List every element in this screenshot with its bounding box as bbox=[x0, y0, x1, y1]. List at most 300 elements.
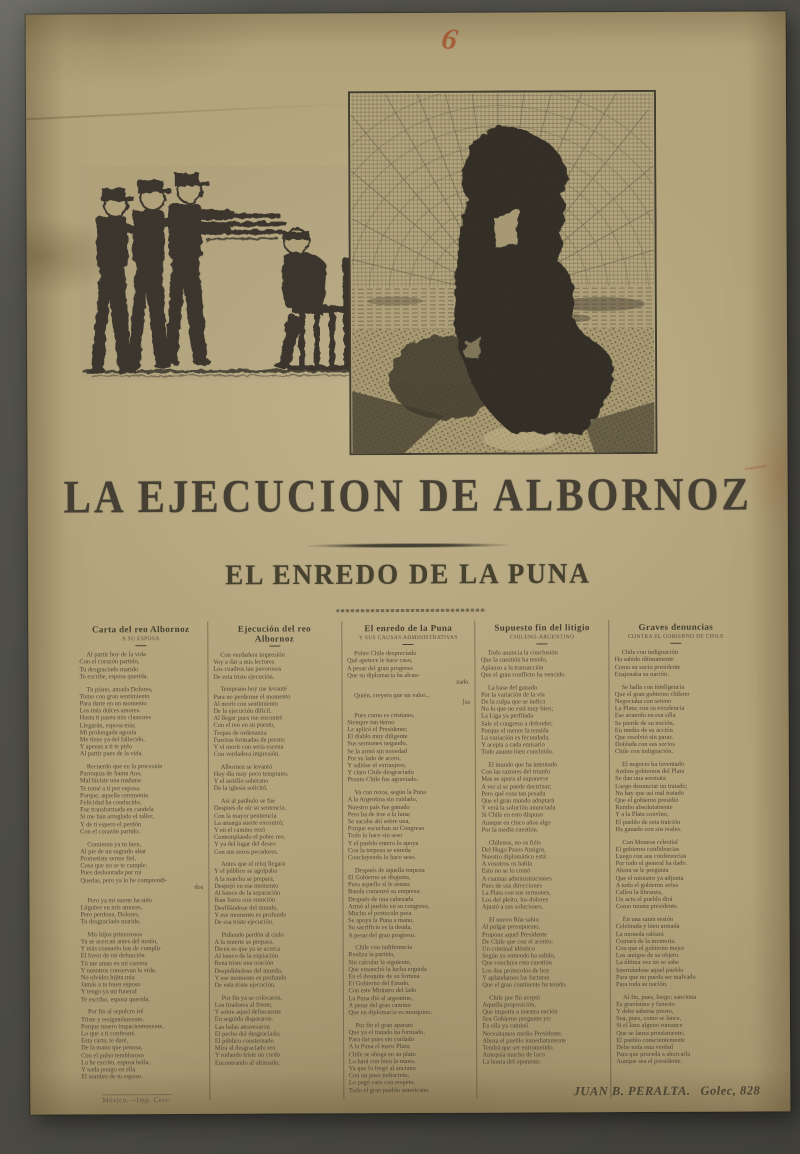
verse-line: Chile con indiferencia bbox=[355, 944, 413, 952]
verse-column bbox=[476, 620, 612, 1099]
verse-line: Que su diplomacia ha alcan- bbox=[347, 671, 420, 680]
verse-line: Chile se ahoga en su plato bbox=[348, 1050, 416, 1058]
verse-line: Se halla con inteligencia bbox=[621, 683, 685, 691]
verse-line: Para toda su nación. bbox=[616, 980, 668, 989]
verse-line: Lo hará con bien la mano, bbox=[348, 1057, 416, 1066]
column-dash-ornament bbox=[537, 644, 548, 645]
verse-line: Se la armó sin novedad bbox=[347, 747, 408, 755]
verse-line: Llegarán, esposa mía; bbox=[79, 721, 136, 729]
verse-line: Debe toda esta verdad bbox=[616, 1043, 673, 1052]
verse-line: Con verdadera impresión bbox=[220, 651, 285, 659]
verse-line: Con Moneos celestial bbox=[622, 838, 678, 846]
verse-line: Es gravísimo y funesto bbox=[616, 1000, 675, 1008]
verse-line: La Plata con sus sermones, bbox=[481, 889, 551, 897]
verse-line: El Gobierno del Estado, bbox=[348, 980, 410, 988]
stanza bbox=[482, 994, 605, 1067]
verse-line: Pero qué cosa tan pesada bbox=[481, 790, 546, 798]
verse-line: Al pie de un sagrado altar bbox=[80, 847, 147, 856]
verse-line: Por la variación de la vía bbox=[480, 691, 545, 699]
verse-line: Que el gran conflicto ha vencido. bbox=[480, 671, 567, 679]
verse-line: Que concluya esta cuestión bbox=[482, 959, 552, 968]
verse-line: Encontrando al ultimado. bbox=[214, 1059, 280, 1067]
verse-line: A la Argentina sin cuidado, bbox=[347, 796, 418, 804]
verse-line: Felicidad ha conducido, bbox=[80, 799, 142, 807]
verse-line: Que en diplomacia es mezquino. bbox=[348, 1008, 433, 1017]
verse-line: Hoy día muy poco temprano, bbox=[213, 770, 289, 778]
verse-line: Las balas atravesaron bbox=[214, 1023, 270, 1031]
verse-line: Ajustó a sus soluciones. bbox=[481, 903, 544, 912]
verse-line: En el desquite de su fortuna bbox=[348, 972, 420, 981]
verse-line: Al morir con sentimiento bbox=[213, 700, 278, 708]
verse-line: Quién, creyera que un valor... bbox=[354, 691, 430, 699]
verse-line: Su sacrificio es la deuda, bbox=[348, 924, 412, 932]
verse-line: Un criminal idéntico bbox=[482, 945, 535, 953]
stanza bbox=[347, 650, 470, 687]
verse-line: Así al patíbulo se fue bbox=[220, 797, 276, 805]
stanza bbox=[615, 761, 738, 834]
verse-line: Al fin, pues, luego; sanciona bbox=[623, 993, 697, 1001]
verse-line: Y el pueblo entero lo apoya bbox=[347, 839, 419, 847]
verse-line: Que importa a nuestra nación bbox=[482, 1008, 558, 1016]
verse-line: Mucho el protocolo pesa bbox=[348, 909, 412, 918]
verse-line: Iban listos con emoción bbox=[214, 896, 276, 905]
verse-line: Tu desgraciado marido bbox=[79, 665, 139, 674]
verse-line: Ahora se le pregunta bbox=[615, 867, 669, 875]
verse-line: Armó al pueblo en su congreso, bbox=[348, 902, 430, 910]
verse-line: Y el auxilio soberano bbox=[213, 777, 269, 786]
verse-line: Con el corazón partido, bbox=[79, 658, 140, 666]
verse-column bbox=[74, 622, 210, 1101]
verse-line: Para darte en un momento bbox=[79, 700, 147, 708]
verse-line: De esa triste ejecución. bbox=[214, 918, 274, 926]
column-subtitle: A SU ESPOSA bbox=[121, 636, 160, 643]
verse-line: Sus sermones negando, bbox=[347, 740, 408, 748]
verse-line: Por fin al sepulcro iré bbox=[87, 1008, 144, 1016]
verse-line: Y apenas a ti te pido bbox=[79, 743, 132, 751]
verse-line: Con el pulso tembloroso bbox=[81, 1051, 144, 1059]
verse-line: Ya se acercan antes del motín, bbox=[80, 938, 158, 946]
verse-line: Contará de la memoria. bbox=[615, 937, 676, 945]
verse-line: Prometiste serme fiel, bbox=[80, 855, 137, 863]
verse-line: El Gobierno se disgusta, bbox=[347, 873, 411, 882]
verse-line: Todo el gran pueblo americano. bbox=[348, 1086, 430, 1094]
verse-line: Ya que lo fregó al anciano bbox=[348, 1064, 416, 1073]
verse-line: Pronto Chile fue agraviado. bbox=[347, 776, 419, 784]
verse-line: Negociaba con sereno bbox=[614, 697, 672, 706]
stanza bbox=[80, 763, 203, 836]
verse-line: A cuantas administraciones bbox=[481, 874, 552, 883]
page-subtitle: EL ENREDO DE LA PUNA bbox=[225, 557, 591, 591]
verse-line: Y vi morir con seria escena bbox=[213, 743, 284, 751]
column-dash-ornament bbox=[269, 646, 280, 647]
verse-line: De la mano que penosa, bbox=[81, 1044, 143, 1052]
verse-line: Necesitamos medio Presidente, bbox=[482, 1029, 563, 1038]
verse-line: Chile con indignación. bbox=[614, 748, 674, 756]
verse-line: Dicen es que ya se acerca bbox=[214, 945, 280, 953]
verse-line: Sale el congreso a defender, bbox=[481, 719, 553, 728]
verse-line: El pueblo de esta traición bbox=[615, 818, 681, 826]
verse-line: Para que no pueda ser malvado bbox=[615, 973, 696, 981]
verse-line: Desfilándose del mundo, bbox=[214, 904, 279, 912]
verse-line: Sea, pues, como se lance, bbox=[616, 1015, 682, 1023]
verse-line: Que ya el tratado ha formado, bbox=[348, 1028, 425, 1037]
verse-line: Doblada con sus socios bbox=[614, 740, 675, 749]
verse-line: Nuestro país fue ganado bbox=[347, 803, 410, 811]
stanza bbox=[80, 896, 203, 925]
verse-line: Que el gran gobierno chileno bbox=[614, 690, 690, 698]
verse-line: Se dan una serenata bbox=[615, 775, 666, 783]
verse-line: El negocio ha inventado bbox=[622, 760, 685, 769]
verse-line: Según ya entiendo ha salido, bbox=[482, 952, 556, 960]
verse-line: Pobre Chile despreciado bbox=[353, 650, 417, 658]
verse-line: Para no perderme el momento bbox=[213, 693, 291, 701]
verse-line: Enajenaba su nación. bbox=[614, 670, 669, 678]
verse-line: Ahora el pueblo inmediatamente bbox=[482, 1037, 567, 1045]
verse-line: Y debe saberse presto, bbox=[616, 1007, 674, 1016]
verse-line: Y rodando triste un credo bbox=[214, 1051, 281, 1060]
verse-line: Que ensanchó la lucha erguida bbox=[348, 965, 427, 974]
column-dash-ornament bbox=[670, 643, 681, 644]
verse-line: Con la torpeza se enreda bbox=[347, 846, 411, 855]
verse-line: El favor de mi defunción. bbox=[80, 952, 147, 960]
verse-line: Propone aquel Presidente bbox=[481, 930, 547, 939]
verse-line: zado. bbox=[456, 678, 470, 686]
verse-line: La he escrito, esposa bella, bbox=[81, 1058, 151, 1067]
verse-line: En seguida dispararon. bbox=[214, 1015, 274, 1024]
verse-line: El pueblo conscientemente bbox=[616, 1036, 686, 1044]
verse-line: Pero ya mi suerte ha sido bbox=[87, 896, 152, 904]
verse-line: Lúgubre en mis amores, bbox=[80, 903, 143, 912]
column-title: El enredo de la Puna bbox=[364, 622, 453, 634]
stanza bbox=[616, 993, 739, 1066]
verse-line: Nuestro diplomático está: bbox=[481, 853, 548, 861]
verse-line: Lo que a ti confesaré. bbox=[81, 1030, 137, 1038]
stanza bbox=[80, 840, 203, 891]
verse-line: Si Chile en esto dispuso bbox=[481, 811, 543, 820]
verse-line: Aunque en cinco años algo bbox=[481, 819, 551, 827]
verse-line: De Chile que con el acento; bbox=[482, 938, 553, 946]
verse-line: Y ese momento es profundo bbox=[214, 974, 287, 982]
verse-line: La Plata; con su excelencia bbox=[614, 704, 685, 713]
verse-line: Internándose aquel pueblo bbox=[615, 966, 684, 974]
verse-line: Fuerzas formadas de presto; bbox=[213, 736, 286, 744]
verse-column bbox=[609, 620, 744, 1099]
verse-line: El diablo muy diligente bbox=[347, 733, 408, 741]
verse-line: Aunque sea el presidente. bbox=[616, 1058, 683, 1066]
verse-line: Ha sabido últimamente bbox=[614, 656, 674, 664]
verse-line: Tu desgraciado marido. bbox=[80, 918, 141, 926]
stanza bbox=[349, 1021, 472, 1094]
verse-line: Después de aquella torpeza bbox=[354, 866, 425, 874]
verse-line: Tendrá que ser entrometido, bbox=[482, 1044, 555, 1052]
verse-line: Banda comenzó su empresa: bbox=[348, 888, 421, 896]
verse-line: Los dos protocolos de hoy bbox=[482, 966, 550, 975]
stanza bbox=[347, 711, 470, 784]
column-subtitle: CONTRA EL GOBIERNO DE CHILE bbox=[627, 633, 724, 641]
verse-line: Que el gran continente ha tenido. bbox=[482, 981, 568, 989]
verse-line: A pesar del gran camino bbox=[348, 1001, 411, 1010]
verse-line: Por fin ya se colocaron, bbox=[221, 994, 283, 1002]
verse-line: Sea Gobierno pregunto yo: bbox=[482, 1015, 552, 1023]
verse-line: El gobierno confidencias bbox=[615, 845, 680, 853]
verse-line: La Puna dió al argentino, bbox=[348, 994, 413, 1002]
verse-line: Con las razones del triunfo bbox=[481, 768, 551, 776]
verse-line: Y verá la solución anunciada bbox=[481, 804, 556, 812]
verse-line: Quedas, pero ya lo he comprendi- bbox=[80, 876, 168, 885]
verse-line: Al pulgar presupuesto, bbox=[481, 923, 541, 931]
verse-line: Aplauso a la transacción bbox=[480, 664, 544, 672]
verse-line: A todo el gobierno avisa bbox=[615, 881, 679, 889]
verse-line: Se sacaba ahí sobre una, bbox=[347, 817, 411, 826]
verse-line: La honra del oponente. bbox=[482, 1058, 542, 1067]
stanza bbox=[80, 685, 203, 758]
verse-line: Autopsia mucho de loco bbox=[482, 1051, 545, 1059]
verse-line: En medio de su acción bbox=[614, 726, 673, 734]
verse-line: Y nosotros conservan la vida. bbox=[80, 966, 157, 975]
publisher-name: JUAN B. PERALTA. bbox=[573, 1083, 691, 1099]
verse-line: A la marcha se prepara, bbox=[214, 875, 275, 883]
verse-line: Contemplando el pobre reo, bbox=[213, 833, 286, 842]
title-divider-ornament bbox=[308, 543, 508, 549]
verse-line: Los amigos de su objeto. bbox=[615, 951, 680, 960]
verse-line: Con sus rezos pecadores. bbox=[214, 848, 279, 856]
verse-line: Fue transformada en candela bbox=[80, 806, 154, 814]
verse-line: Como su socio presidente bbox=[614, 663, 681, 671]
verse-line: Y de ti espero el perdón bbox=[80, 820, 142, 829]
verse-line: Y sobre aquel delincuente bbox=[214, 1008, 282, 1016]
verse-line: A ver si se puede doctrinar; bbox=[481, 783, 552, 791]
verse-line: Mira al desgraciado reo bbox=[214, 1044, 276, 1053]
verse-line: Pues como es cristiano, bbox=[354, 711, 415, 719]
verse-line: Todo asunto bien concluido. bbox=[481, 748, 554, 757]
small-ornament bbox=[336, 609, 486, 613]
verse-line: Y ese momento es profundo bbox=[214, 911, 287, 919]
stanza bbox=[81, 1008, 204, 1081]
stanza bbox=[79, 651, 202, 680]
stanza bbox=[214, 797, 337, 855]
stanza bbox=[81, 931, 204, 1004]
verse-line: Que resolvió sin parar, bbox=[614, 733, 673, 742]
verse-line: Con verdadera impresión. bbox=[213, 750, 280, 758]
stanza bbox=[481, 649, 604, 678]
verse-line: Mis hijos primorosos bbox=[87, 930, 142, 939]
verse-line: Del Hugo Pasos Amigos, bbox=[481, 846, 546, 854]
verse-line: Esta carta, te daré, bbox=[81, 1037, 129, 1045]
verse-line: Tu piano, amada Dolores, bbox=[86, 685, 153, 693]
verse-line: Si me han arreglado el taller, bbox=[80, 813, 154, 821]
verse-line: De la iglesia solicitó. bbox=[213, 785, 268, 793]
verse-line: Después de oír su sentencia, bbox=[213, 804, 287, 813]
verse-line: A pesar del gran progreso. bbox=[348, 931, 416, 939]
verse-line: Con el reo en su puesto, bbox=[213, 721, 275, 730]
verse-line: Te escribo, esposa querida. bbox=[80, 995, 150, 1004]
verse-line: Pues deshonrada por mí bbox=[80, 869, 142, 877]
verse-line: Ha ganado con sus reales. bbox=[615, 825, 682, 833]
verse-line: Y aplaudamos las facturas bbox=[482, 974, 550, 982]
verse-line: La última vez no se sabe bbox=[615, 959, 679, 967]
verse-line: Como monta presidente. bbox=[615, 903, 679, 911]
verse-line: Voy a dar a mis lectores bbox=[213, 658, 275, 667]
verse-line: Los tiradores al frente, bbox=[214, 1001, 273, 1009]
stanza bbox=[214, 931, 337, 989]
handwritten-number: 6 bbox=[439, 19, 461, 57]
broadside-sheet bbox=[26, 11, 791, 1114]
verse-line: Aquella proposición, bbox=[482, 1001, 536, 1009]
verse-line: Te escribe, esposa querida. bbox=[79, 672, 149, 681]
page-title: LA EJECUCION DE ALBORNOZ bbox=[63, 467, 752, 523]
verse-line: Y en el camino rezó bbox=[213, 826, 266, 834]
stanza bbox=[348, 944, 471, 1017]
verse-line: Por fin el gran aparato bbox=[355, 1021, 413, 1029]
verse-line: A la Puna el mero Plata; bbox=[348, 1043, 411, 1051]
verse-line: Qué apetece le hace caso, bbox=[347, 657, 413, 665]
verse-line: Lo pagó caro con respeto, bbox=[348, 1079, 416, 1087]
verse-line: Y nada pongo en ella bbox=[81, 1066, 136, 1074]
verse-line: La base del ganado bbox=[487, 683, 538, 692]
verse-line: Mas se apura al suponerse bbox=[481, 775, 549, 784]
verse-line: Que el ministro ya adjunta bbox=[615, 874, 684, 882]
verse-line: Para dar pues sin cuidado bbox=[348, 1036, 415, 1044]
verse-line: Los del pleito, los dolores bbox=[481, 896, 549, 904]
column-subtitle: CHILENO-ARGENTINO bbox=[510, 634, 575, 641]
verse-line: Con la mayor penitencia bbox=[213, 812, 277, 820]
stanza bbox=[481, 684, 604, 757]
verse-column bbox=[208, 621, 344, 1100]
verse-line: Al partir pues de la vida. bbox=[79, 750, 144, 758]
verse-line: Temprano hoy me levanté bbox=[220, 685, 287, 694]
verse-line: El nuevo Rúa sabio bbox=[488, 916, 539, 924]
verse-line: Pidiendo perdón al cielo bbox=[221, 931, 284, 939]
stanza bbox=[481, 761, 604, 834]
verse-line: Y salióse el extranjero, bbox=[347, 762, 407, 770]
verse-line: Hasta ti pasen mis clamores bbox=[79, 714, 152, 722]
verse-line: Al llegar pues me encontré bbox=[213, 714, 283, 722]
verse-line: Y a la Plata convino, bbox=[615, 811, 669, 819]
verse-line: Con que el gobierno mejor bbox=[615, 944, 685, 953]
verse-columns bbox=[74, 620, 744, 1101]
stanza bbox=[348, 866, 471, 939]
verse-line: No lo que no está muy bien; bbox=[481, 705, 554, 713]
verse-line: Mal hiciste una mañana bbox=[79, 777, 141, 785]
verse-line: Con el corazón partido. bbox=[80, 828, 141, 836]
verse-line: Va con rezos, según la Puna bbox=[354, 789, 426, 797]
verse-line: De la ejecución difícil. bbox=[213, 707, 272, 715]
verse-line: Chilenos, no os fiéis bbox=[488, 839, 541, 847]
stanza bbox=[347, 691, 470, 706]
verse-line: Por su lado de acero, bbox=[347, 754, 401, 763]
column-title: Ejecución del reo Albornoz bbox=[237, 623, 312, 644]
firing-squad-illustration bbox=[80, 165, 373, 380]
verse-line: Comieron ya tu bien, bbox=[87, 840, 142, 848]
verse-column bbox=[342, 621, 478, 1100]
verse-line: Callen la libranza, bbox=[615, 888, 663, 897]
verse-line: Y tengo ya mi funeral bbox=[80, 988, 137, 996]
verse-line: El nombre de tu esposo. bbox=[81, 1073, 143, 1081]
verse-line: El pecho del desgraciado; bbox=[214, 1030, 281, 1038]
stanza bbox=[482, 839, 605, 912]
verse-line: En ella ya caminó bbox=[482, 1022, 529, 1031]
verse-line: Cosa que no se te cumple; bbox=[80, 862, 148, 870]
verse-line: Y claro Chile desgraciado bbox=[347, 769, 414, 777]
stanza bbox=[615, 838, 738, 911]
verse-line: Por la media cuestión. bbox=[481, 826, 539, 834]
verse-line: Los cuadros tan pavorosos bbox=[213, 665, 282, 674]
column-dash-ornament bbox=[403, 644, 414, 645]
verse-line: Chile con indignación bbox=[621, 649, 679, 657]
verse-line: Luego con sus conferencias bbox=[615, 852, 687, 861]
verse-line: La moneda rabiará bbox=[615, 930, 664, 938]
verse-line: Y el público se agolpaba bbox=[214, 868, 278, 876]
verse-line: Con este Ministro del lado bbox=[348, 987, 417, 995]
verse-line: Porque muero impacientemente, bbox=[81, 1022, 164, 1031]
verse-line: Me tiene ya del fallecido, bbox=[79, 736, 145, 744]
verse-line: Después de una cabezada bbox=[348, 895, 414, 903]
verse-line: La amarga suerte encontró; bbox=[213, 819, 284, 827]
verse-line: Despidiéndose del mundo, bbox=[214, 967, 283, 975]
verse-line: Albornoz se levantó bbox=[220, 763, 273, 771]
verse-line: Mi prolongada agonía bbox=[79, 728, 137, 737]
stanza bbox=[615, 683, 738, 756]
verse-line: Con un paso indiscreto, bbox=[348, 1072, 410, 1080]
stanza bbox=[214, 861, 337, 926]
stanza bbox=[616, 916, 739, 989]
column-subtitle: Y SUS CAUSAS ADMINISTRATIVAS bbox=[358, 634, 458, 642]
column-title: Supuesto fin del litigio bbox=[494, 622, 590, 633]
verse-line: Si el lazo alguno romance bbox=[616, 1022, 683, 1030]
verse-line: De la culpa que se indica bbox=[480, 698, 546, 706]
stanza bbox=[615, 649, 738, 678]
verse-line: dos bbox=[194, 883, 204, 891]
verse-line: Todo lo hace sin seso bbox=[347, 832, 403, 840]
verse-line: Tropas de ordenanza bbox=[213, 729, 267, 737]
verse-line: Por todo el general ha dado. bbox=[615, 859, 688, 868]
imprint-left: México.—Imp. Cerv. bbox=[102, 1096, 172, 1105]
column-title: Graves denuncias bbox=[638, 621, 714, 632]
verse-line: Y ya del lugar del deseo bbox=[214, 840, 276, 849]
verse-line: Al banco de la separación bbox=[214, 889, 281, 897]
verse-line: Tomo con gran sentimiento bbox=[79, 692, 150, 701]
verse-line: Que se lanza prontamente; bbox=[616, 1029, 685, 1037]
stanza bbox=[482, 916, 605, 989]
verse-line: Que el gran mundo adoptará bbox=[481, 797, 555, 805]
verse-line: Realiza la partida, bbox=[348, 951, 395, 959]
verse-line: [sa bbox=[462, 698, 471, 706]
verse-line: Triste y resignadamente, bbox=[80, 1015, 144, 1023]
verse-line: Se apoya la Puna a mano, bbox=[348, 917, 414, 925]
stanza bbox=[214, 763, 337, 792]
verse-line: Pero ha de irse a la luna; bbox=[347, 810, 411, 819]
paper-crease bbox=[26, 102, 375, 121]
verse-line: Te tomé a ti por esposa. bbox=[79, 784, 141, 793]
stanza bbox=[213, 651, 336, 680]
verse-line: Y más consuelo has de cumplir bbox=[80, 945, 161, 953]
verse-line: Parroquia de Santa Ana, bbox=[79, 770, 142, 778]
verse-line: De esta triste ejecución. bbox=[213, 673, 275, 681]
seated-figure-illustration bbox=[348, 90, 658, 455]
verse-line: Rumbo absolutamente bbox=[615, 804, 673, 812]
verse-line: Porque el menor la temida bbox=[481, 727, 549, 735]
verse-line: El público consternado bbox=[214, 1037, 274, 1045]
verse-line: Celebrada y bien armada bbox=[615, 923, 680, 931]
verse-line: Que la cuestión ha tenido, bbox=[480, 656, 548, 665]
verse-line: Despejó en ese momento bbox=[214, 882, 279, 890]
column-dash-ornament bbox=[135, 645, 146, 646]
verse-line: Ambos gobiernos del Plata bbox=[615, 768, 685, 776]
verse-line: De esta triste ejecución. bbox=[214, 981, 276, 989]
stanza bbox=[213, 686, 336, 759]
imprint-right bbox=[574, 1083, 761, 1099]
verse-line: A la muerte se prepara. bbox=[214, 938, 274, 946]
